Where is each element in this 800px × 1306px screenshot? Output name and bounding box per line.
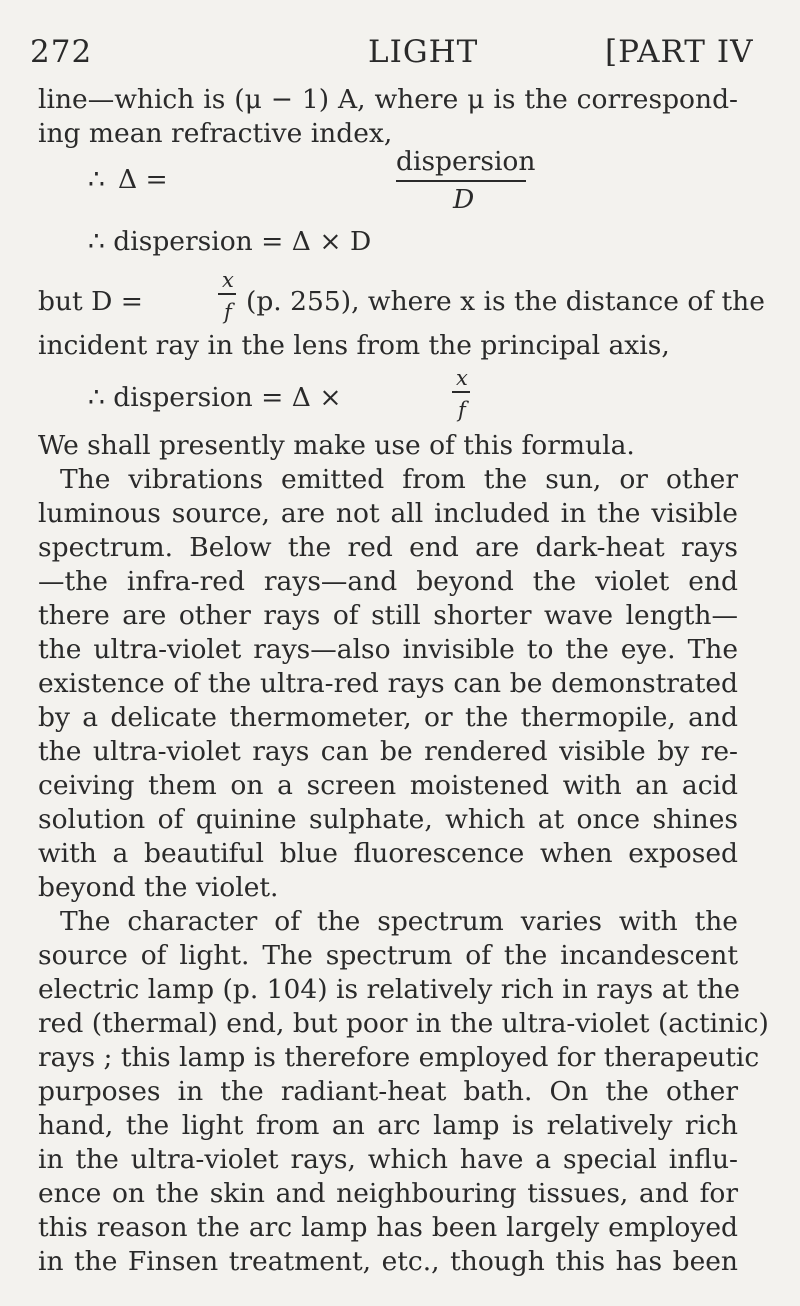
paragraph-line: solution of quinine sulphate, which at once shines [38,804,738,835]
paragraph-line: ence on the skin and neighbouring tissues, and for [38,1178,738,1209]
paragraph-line: with a beautiful blue fluorescence when exposed [38,838,738,869]
text-line: incident ray in the lens from the principal axis, [38,330,670,361]
therefore-symbol: ∴ [88,164,105,195]
paragraph-line: the ultra-violet rays—also invisible to the eye. The [38,634,738,665]
equation-dispersion: ∴ dispersion = Δ × D [88,226,372,257]
paragraph-line: in the ultra-violet rays, which have a special influ- [38,1144,738,1175]
paragraph-line: We shall presently make use of this formula. [38,430,635,461]
running-title: LIGHT [368,34,479,70]
paragraph-line: there are other rays of still shorter wave length— [38,600,738,631]
equation-dispersion-formula: ∴ dispersion = Δ × [88,382,342,413]
equation-suffix: (p. 255), where x is the distance of the [246,286,765,317]
fraction-denominator: f [458,398,466,422]
paragraph-line: electric lamp (p. 104) is relatively rich in rays at the [38,974,740,1005]
equation-prefix: but D = [38,286,143,317]
paragraph-line: The character of the spectrum varies with the [60,906,738,937]
paragraph-line: red (thermal) end, but poor in the ultra-violet (actinic) [38,1008,769,1039]
section-label: [PART IV [605,34,754,70]
fraction-denominator: f [224,300,232,324]
paragraph-line: hand, the light from an arc lamp is relatively rich [38,1110,738,1141]
paragraph-line: rays ; this lamp is therefore employed for therapeutic [38,1042,760,1073]
fraction-numerator: x [456,366,468,390]
equation-lhs: Δ = [118,164,168,195]
paragraph-line: ceiving them on a screen moistened with an acid [38,770,738,801]
paragraph-line: spectrum. Below the red end are dark-heat rays [38,532,738,563]
fraction-numerator: x [222,268,234,292]
paragraph-line: the ultra-violet rays can be rendered visible by re- [38,736,738,767]
text-line: line—which is (μ − 1) A, where μ is the correspond- [38,84,738,115]
paragraph-line: The vibrations emitted from the sun, or other [60,464,738,495]
paragraph-line: existence of the ultra-red rays can be demonstrated [38,668,738,699]
paragraph-line: purposes in the radiant-heat bath. On the other [38,1076,738,1107]
paragraph-line: —the infra-red rays—and beyond the violet end [38,566,738,597]
text-line: ing mean refractive index, [38,118,393,149]
fraction-numerator: dispersion [396,146,536,177]
page-number: 272 [30,34,93,70]
paragraph-line: beyond the violet. [38,872,279,903]
fraction-denominator: D [453,184,475,215]
paragraph-line: in the Finsen treatment, etc., though this has been [38,1246,738,1277]
paragraph-line: by a delicate thermometer, or the thermopile, and [38,702,738,733]
paragraph-line: this reason the arc lamp has been largely employed [38,1212,738,1243]
paragraph-line: luminous source, are not all included in the visible [38,498,738,529]
paragraph-line: source of light. The spectrum of the incandescent [38,940,738,971]
